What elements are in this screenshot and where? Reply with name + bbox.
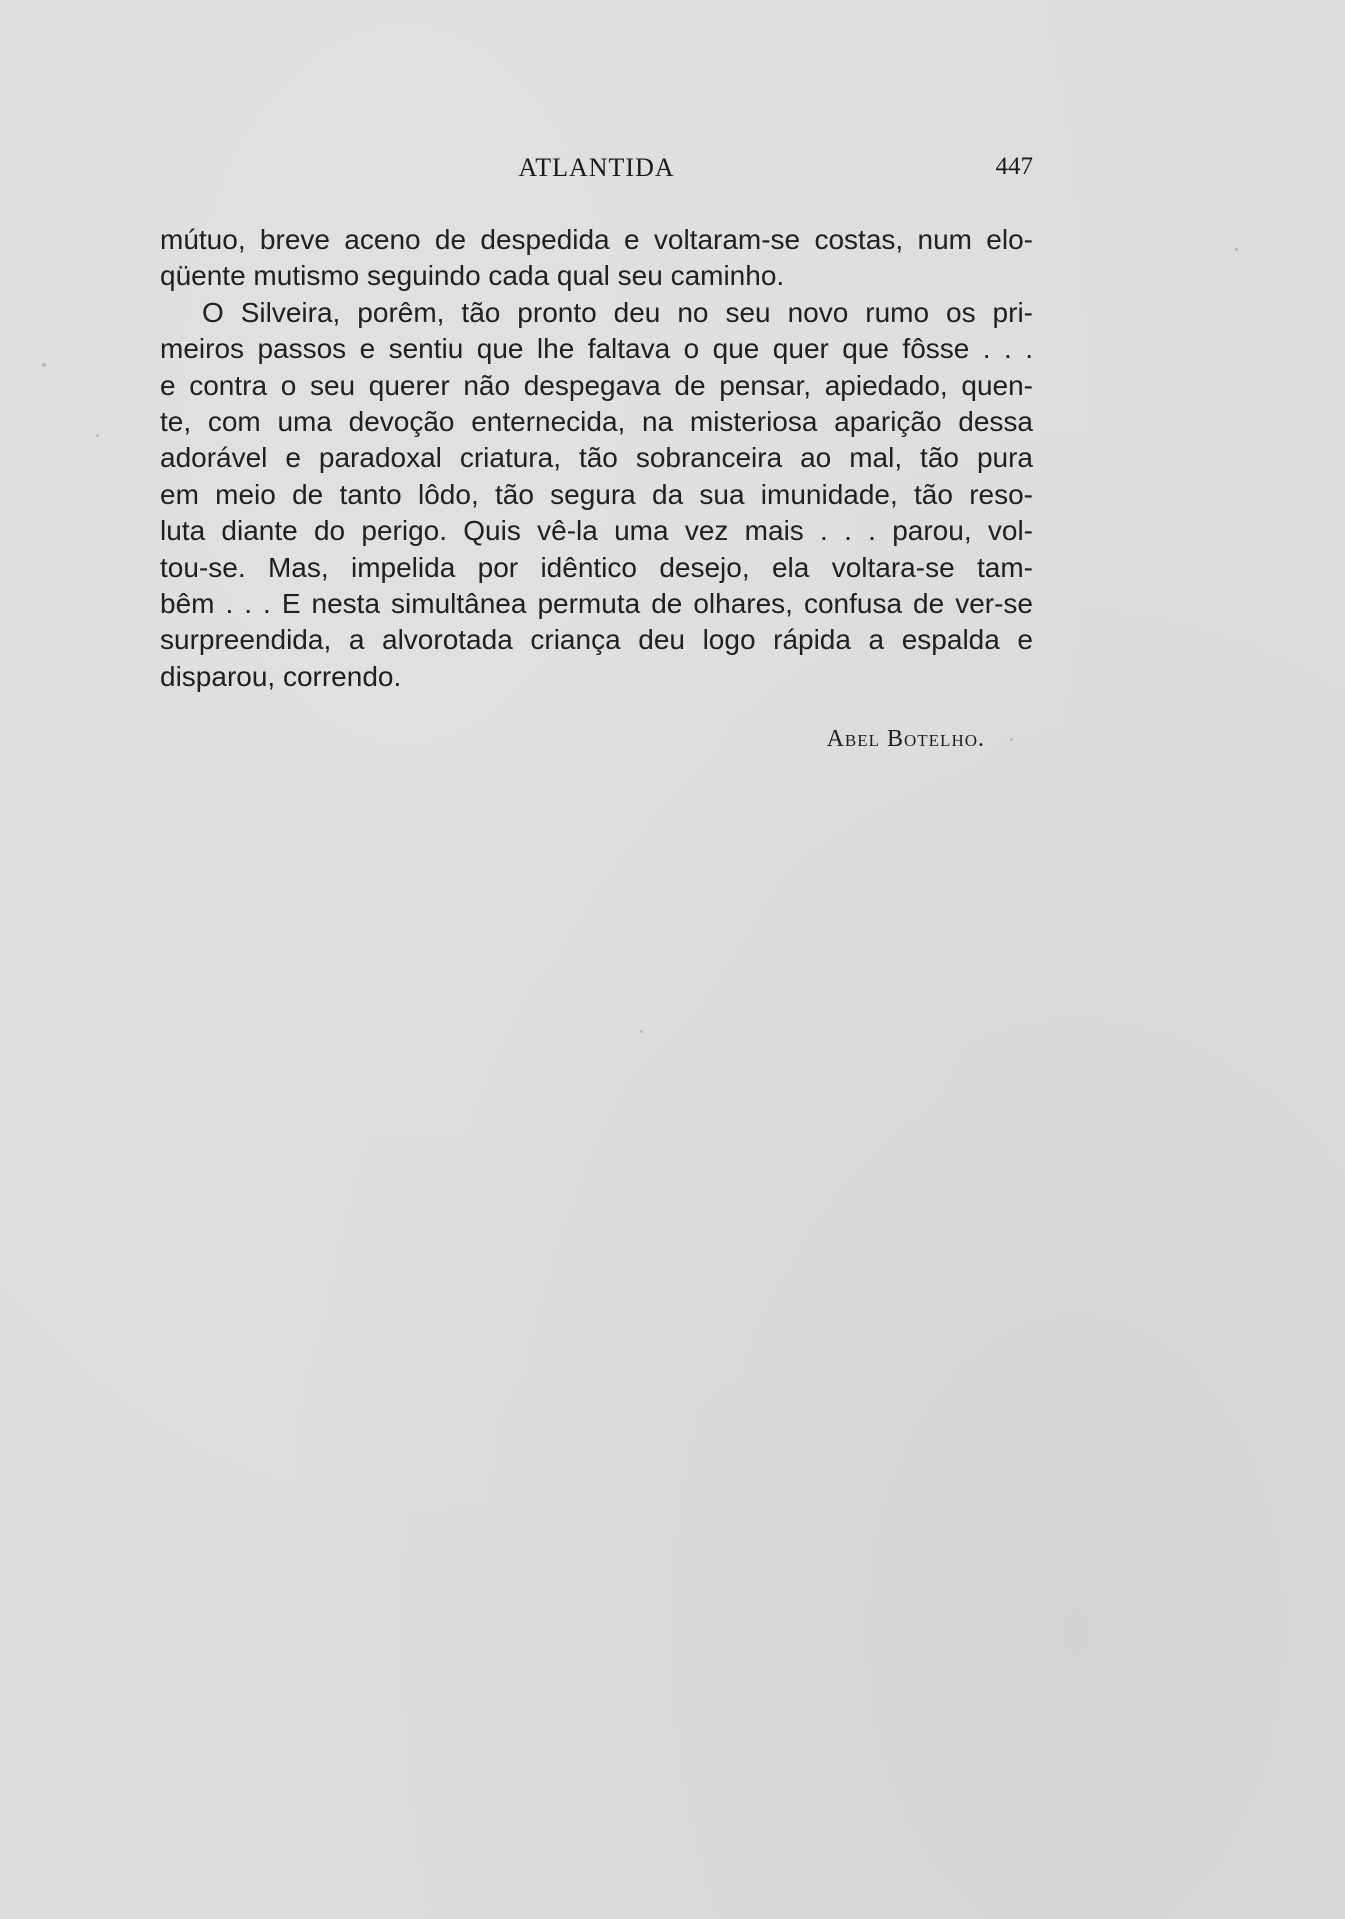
text-line: surpreendida, a alvorotada criança deu logo rápida a espalda e	[160, 624, 1033, 656]
text-line: O Silveira, porêm, tão pronto deu no seu novo rumo os pri-	[202, 296, 1033, 328]
text-line: tou-se. Mas, impelida por idêntico desejo, ela voltara-se tam-	[160, 551, 1033, 583]
text-line: mútuo, breve aceno de despedida e voltaram-se costas, num elo-	[160, 224, 1033, 255]
running-header	[160, 153, 1033, 189]
running-title: ATLANTIDA	[518, 153, 675, 182]
paper-speck	[1235, 248, 1238, 251]
text-line: adorável e paradoxal criatura, tão sobranceira ao mal, tão pura	[160, 442, 1033, 474]
author-signature: Abel Botelho.	[826, 726, 985, 752]
text-line: te, com uma devoção enternecida, na misteriosa aparição dessa	[160, 405, 1033, 437]
text-line: e contra o seu querer não despegava de pensar, apiedado, quen-	[160, 369, 1033, 401]
paper-speck	[640, 1030, 643, 1033]
body-text	[160, 222, 1033, 695]
paper-speck	[1010, 738, 1013, 741]
text-line: em meio de tanto lôdo, tão segura da sua imunidade, tão reso-	[160, 478, 1033, 510]
text-line: disparou, correndo.	[160, 660, 402, 692]
text-line: meiros passos e sentiu que lhe faltava o que quer que fôsse . . .	[160, 333, 1033, 365]
page-number: 447	[995, 153, 1033, 180]
text-line: luta diante do perigo. Quis vê-la uma vez mais . . . parou, vol-	[160, 515, 1033, 547]
text-line: qüente mutismo seguindo cada qual seu caminho.	[160, 260, 785, 292]
paper-speck	[96, 434, 99, 437]
text-line: bêm . . . E nesta simultânea permuta de olhares, confusa de ver-se	[160, 587, 1033, 619]
paper-speck	[42, 363, 46, 367]
